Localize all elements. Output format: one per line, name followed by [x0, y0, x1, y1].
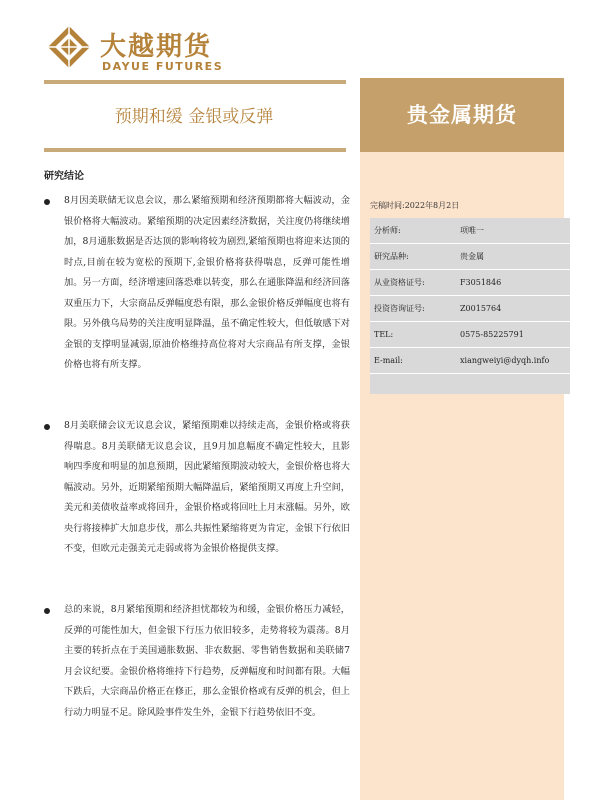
info-row-email	[370, 348, 570, 374]
info-value: 贵金属	[456, 244, 570, 270]
info-value: 0575-85225791	[456, 322, 570, 348]
paragraph-2: 8月美联储会议无议息会议，紧缩预期难以持续走高，金银价格或将获得喘息。8月美联储无议息会议，且9月加息幅度不确定性较大，且影响四季度和明显的加息预期，因此紧缩预期波动较大，金银价格也将大幅波动。另外，近期紧缩预期大幅降温后，紧缩预期又再度上升空间，美元和美债收益率或将回升，金银价格或将回吐上月末涨幅。另外，欧央行将接棒扩大加息步伐，那么共振性紧缩将更为肯定，金银下行依旧不变，但欧元走强美元走弱或将为金银价格提供支撑。	[64, 420, 350, 554]
info-row-tel	[370, 322, 570, 348]
info-row-variety	[370, 244, 570, 270]
complete-time: 完稿时间:2022年8月2日	[370, 201, 460, 210]
brand-name-cn: 大越期货	[100, 32, 213, 62]
info-key: 投资咨询证号:	[370, 296, 456, 322]
info-key: 分析师:	[370, 218, 456, 244]
bullet-icon	[44, 608, 50, 614]
info-key: 从业资格证号:	[370, 270, 456, 296]
diamond-logo-icon	[46, 24, 92, 70]
header-rule-bottom	[44, 148, 346, 152]
info-row-consulting	[370, 296, 570, 322]
info-value: F3051846	[456, 270, 570, 296]
info-value: 项唯一	[456, 218, 570, 244]
section-title: 研究结论	[44, 171, 84, 182]
bullet-icon	[44, 199, 50, 205]
paragraph-1: 8月因美联储无议息会议，那么紧缩预期和经济预期都将大幅波动，金银价格将大幅波动。紧缩预期的决定因素经济数据，关注度仍将继续增加，8月通胀数据是否达顶的影响将较为剧烈,紧缩预期也将迎来达顶的时点,目前在较为宽松的预期下,金银价格将获得喘息，反弹可能性增加。另一方面，经济增速回落恐难以转变，那么在通胀降温和经济回落双重压力下，大宗商品反弹幅度恐有限，那么金银价格反弹幅度也将有限。另外俄乌局势的关注度明显降温，虽不确定性较大，但低敏感下对金银的支撑明显减弱,原油价格维持高位将对大宗商品有所支撑，金银价格也将有所支撑。	[64, 195, 350, 370]
info-row-qualification	[370, 270, 570, 296]
info-row-spacer	[370, 374, 570, 395]
brand-name-en: DAYUE FUTURES	[102, 60, 224, 73]
company-logo	[46, 24, 266, 78]
info-value: Z0015764	[456, 296, 570, 322]
analyst-info-table	[370, 218, 570, 394]
info-key: 研究品种:	[370, 244, 456, 270]
category-banner: 贵金属期货	[360, 78, 564, 152]
report-headline: 预期和缓 金银或反弹	[114, 107, 274, 127]
info-key: E-mail:	[370, 348, 456, 374]
header-rule-top	[44, 80, 346, 84]
info-value: xiangweiyi@dyqh.info	[456, 348, 570, 374]
bullet-icon	[44, 424, 50, 430]
paragraph-3: 总的来说，8月紧缩预期和经济担忧都较为和缓，金银价格压力减轻，反弹的可能性加大，但金银下行压力依旧较多，走势将较为震荡。8月主要的转折点在于美国通胀数据、非农数据、零售销售数据和美联储7月会议纪要。金银价格将维持下行趋势，反弹幅度和时间都有限。大幅下跌后，大宗商品价格正在修正，那么金银价格或有反弹的机会，但上行动力明显不足。除风险事件发生外，金银下行趋势依旧不变。	[64, 604, 350, 718]
info-row-analyst	[370, 218, 570, 244]
info-key: TEL:	[370, 322, 456, 348]
